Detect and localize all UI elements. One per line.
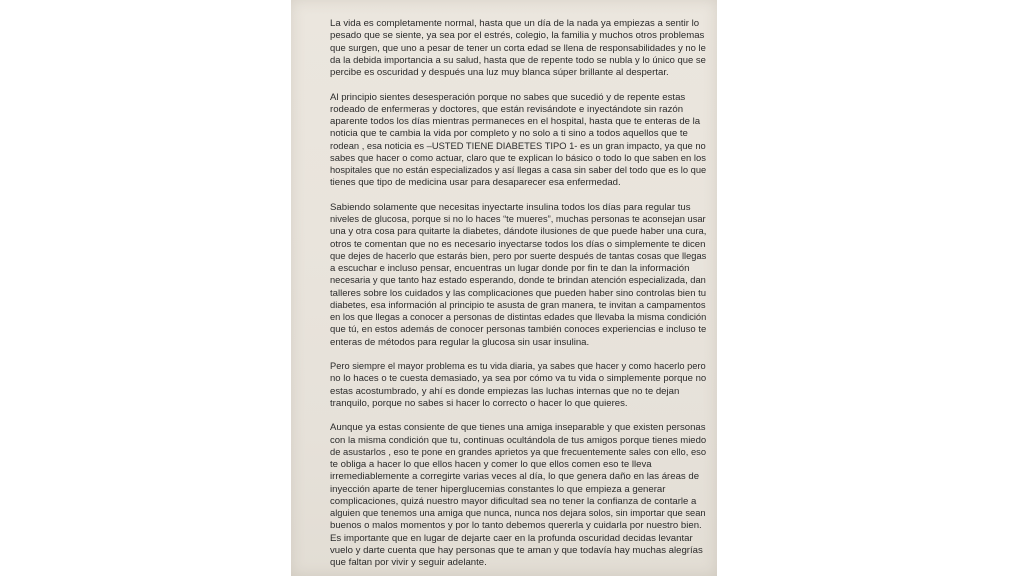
document-body xyxy=(330,18,706,576)
text-line: Pero siempre el mayor problema es tu vida diaria, ya sabes que hacer y como hacerlo pero xyxy=(330,361,706,372)
text-line: de asustarlos , eso te pone en grandes aprietos ya que frecuentemente sales con ello, eso xyxy=(330,446,707,458)
text-line: niveles de glucosa, porque si no lo haces “te mueres”, muchas personas te aconsejan usar xyxy=(330,214,706,225)
paragraph xyxy=(330,92,706,190)
text-line: otros te comentan que no es necesario inyectarse todos los días o simplemente te dicen xyxy=(330,238,706,250)
text-line: enteras de métodos para regular la glucosa sin usar insulina. xyxy=(330,336,590,348)
text-line: hospitales que no están especializados y así llegas a casa sin saber del todo que es lo que xyxy=(330,165,707,176)
paragraph xyxy=(330,18,706,79)
text-line: que tú, en estos además de conocer personas también conoces experiencias e incluso te xyxy=(330,324,707,336)
text-line: necesaria y que tanto haz estado esperando, donde te brindan atención especializada, dan xyxy=(330,275,706,287)
text-line: diabetes, esa información al principio te asusta de gran manera, te invitan a campamentos xyxy=(330,299,706,311)
text-line: aparente todos los días mientras permaneces en el hospital, hasta que te enteras de la xyxy=(330,116,701,127)
text-line: Aunque ya estas consiente de que tienes una amiga inseparable y que existen personas xyxy=(330,422,706,434)
text-line: que surgen, que uno a pesar de tener un corta edad se llena de responsabilidades y no le xyxy=(330,42,706,54)
text-line: tranquilo, porque no sabes si hacer lo correcto o hacer lo que quieres. xyxy=(330,397,628,409)
text-line: que faltan por vivir y seguir adelante. xyxy=(330,557,487,568)
text-line: rodean , esa noticia es –USTED TIENE DIABETES TIPO 1- es un gran impacto, ya que no xyxy=(330,140,706,152)
text-line: estas acostumbrado, y ahí es donde empiezas las luchas internas que no te dejan xyxy=(330,385,680,397)
text-line: en los que llegas a conocer a personas de distintas edades que llevaba la misma condición xyxy=(330,312,707,323)
text-line: a escuchar e incluso pensar, encuentras un lugar donde por fin te dan la información xyxy=(330,263,690,274)
text-line: con la misma condición que tu, continuas ocultándola de tus amigos porque tienes miedo xyxy=(330,434,707,446)
text-line: da la debida importancia a su salud, hasta que de repente todo se nubla y lo único que se xyxy=(330,54,706,66)
text-line: Sabiendo solamente que necesitas inyectarte insulina todos los días para regular tus xyxy=(330,201,691,213)
text-line: que dejes de hacerlo que estarás bien, pero por suerte después de tantas cosas que llegas xyxy=(330,250,707,262)
text-line: sabes que hacer o como actuar, claro que te explican lo básico o todo lo que saben en los xyxy=(330,152,706,164)
text-line: rodeado de enfermeras y doctores, que están revisándote e inyectándote sin razón xyxy=(330,103,684,115)
text-line: inyección aparte de tener hiperglucemias constantes lo que empieza a generar xyxy=(330,483,666,495)
text-line: una y otra cosa para quitarte la diabetes, dándote ilusiones de que puede haber una cura, xyxy=(330,226,707,238)
text-line: irremediablemente a corregirte varias veces al día, lo que genera daño en las áreas de xyxy=(330,471,700,483)
text-line: vuelo y darte cuenta que hay personas que te aman y que todavía hay muchas alegrías xyxy=(330,544,703,556)
text-line: La vida es completamente normal, hasta que un día de la nada ya empiezas a sentir lo xyxy=(330,18,700,29)
paragraph xyxy=(330,361,706,410)
text-line: talleres sobre los cuidados y las complicaciones que pueden haber sino controlas bien tu xyxy=(330,287,707,299)
text-line: Es importante que en lugar de dejarte caer en la profunda oscuridad decidas levantar xyxy=(330,532,693,544)
text-line: percibe es oscuridad y después una luz muy blanca súper brillante al despertar. xyxy=(330,67,669,78)
text-line: te obliga a hacer lo que ellos hacen y comer lo que ellos comen eso te lleva xyxy=(330,459,652,470)
text-line: tienes que tipo de medicina usar para desaparecer esa enfermedad. xyxy=(330,177,621,189)
text-line: complicaciones, quizá nuestro mayor dificultad sea no tener la confianza de contarle a xyxy=(330,495,697,507)
text-line: alguien que tenemos una amiga que nunca, nunca nos dejara solos, sin importar que sean xyxy=(330,508,706,519)
text-line: noticia que te cambia la vida por completo y no solo a ti sino a todos aquellos que te xyxy=(330,128,688,140)
text-line: no lo haces o te cuesta demasiado, ya sea por cómo va tu vida o simplemente porque no xyxy=(330,373,707,385)
paragraph xyxy=(330,202,706,349)
text-line: buenos o malos momentos y por lo tanto debemos quererla y cuidarla por nuestro bien. xyxy=(330,520,702,532)
text-line: pesado que se siente, ya sea por el estrés, colegio, la familia y muchos otros problemas xyxy=(330,30,705,42)
paper-sheet xyxy=(291,0,717,576)
text-line: Al principio sientes desesperación porque no sabes que sucedió y de repente estas xyxy=(330,91,686,103)
paragraph xyxy=(330,422,706,569)
